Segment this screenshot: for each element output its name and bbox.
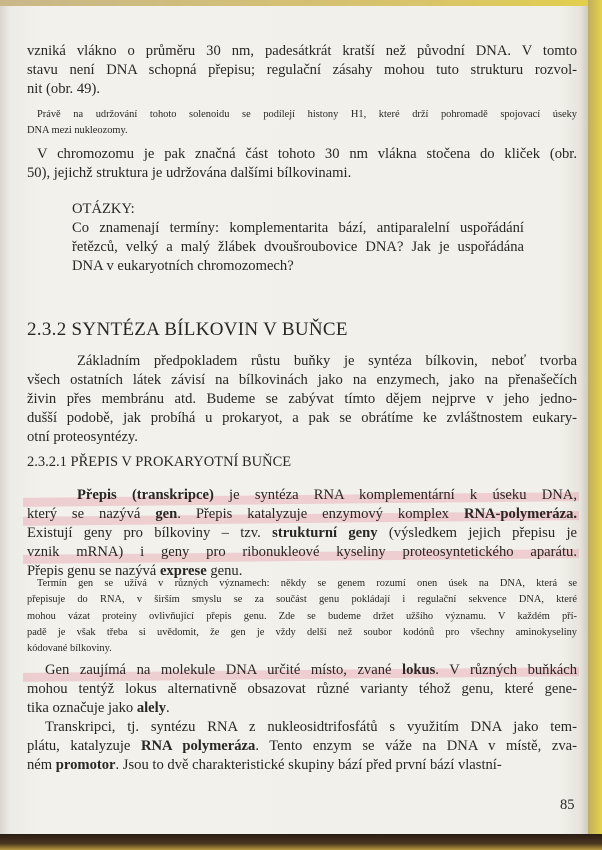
text-segment: padě je však třeba si uvědomit, že gen je vždy delší než soubor kodónů pro všechny aminokyseliny	[27, 626, 577, 638]
text-segment: tika označuje jako	[27, 700, 137, 716]
text-segment: nit (obr. 49).	[27, 81, 100, 97]
bold-term: alely	[136, 700, 166, 716]
text-segment: živin přes membránu atd. Budeme se zabývat tímto dějem nejprve v jeho jedno-	[27, 391, 577, 407]
para-transcription	[27, 486, 577, 581]
book-edge-bottom	[0, 834, 602, 850]
text-segment: Právě na udržování tohoto solenoidu se podílejí histony H1, které drží pohromadě spojovací úseky	[37, 109, 577, 120]
text-line	[27, 576, 577, 592]
text-segment: DNA v eukaryotních chromozomech?	[72, 258, 294, 274]
text-line	[27, 390, 577, 409]
text-line	[27, 699, 577, 718]
text-segment: plátu, katalyzuje	[27, 738, 141, 754]
section-heading	[27, 320, 577, 339]
text-segment: Termín gen se užívá v různých významech: někdy se genem rozumí onen úsek na DNA, která se	[37, 578, 577, 589]
text-segment: který se nazývá	[27, 506, 156, 522]
text-line	[27, 42, 577, 61]
text-line	[27, 609, 577, 625]
note-gene	[27, 576, 577, 657]
text-segment: ném	[27, 757, 56, 773]
text-line	[27, 453, 577, 472]
text-line	[27, 661, 577, 680]
text-line	[27, 409, 577, 428]
text-line	[27, 428, 577, 447]
note-histones	[27, 107, 577, 140]
text-segment: genu.	[206, 563, 243, 579]
bold-term: promotor	[55, 757, 116, 773]
para-locus	[27, 661, 577, 718]
text-segment: .	[166, 700, 170, 716]
text-segment: Gen zaujímá na molekule DNA určité místo, zvané	[45, 662, 403, 678]
text-line	[27, 107, 577, 123]
text-segment: Existují geny pro bílkoviny – tzv.	[27, 525, 273, 541]
text-segment: DNA mezi nukleozomy.	[27, 125, 128, 137]
text-segment: Co znamenají termíny: komplementarita bází, antiparalelní uspořádání	[72, 220, 524, 236]
text-line	[27, 756, 577, 775]
text-line	[27, 371, 577, 390]
text-segment: 50), jejichž struktura je udržována dalšími bílkovinami.	[27, 165, 352, 181]
book-page	[0, 6, 588, 836]
bold-term: exprese	[159, 563, 207, 579]
questions	[72, 200, 524, 276]
text-segment: kódované bílkoviny.	[27, 643, 112, 655]
bold-term: Přepis (transkripce)	[77, 487, 214, 503]
para-solenoid	[27, 42, 577, 99]
text-segment: (výsledkem jejich přepisu je	[377, 525, 578, 541]
text-line	[27, 641, 577, 657]
text-line	[72, 257, 524, 276]
text-segment: Přepis genu se nazývá	[27, 563, 160, 579]
subsection-heading	[27, 453, 577, 472]
text-segment: vznik mRNA) i geny pro ribonukleové kyseliny proteosyntetického aparátu.	[27, 544, 577, 560]
text-segment: Transkripci, tj. syntézu RNA z nukleosidtrifosfátů s využitím DNA jako tem-	[45, 719, 577, 735]
bold-term: RNA-polymeráza.	[463, 506, 578, 522]
text-line	[27, 145, 577, 164]
text-segment: přepisuje do RNA, v širším smyslu se za součást genu pokládají i regulační sekvence DNA, které	[27, 594, 577, 606]
bold-term: RNA polymeráza	[140, 738, 256, 754]
page-number: 85	[560, 797, 575, 813]
text-segment: Základním předpokladem růstu buňky je syntéza bílkovin, neboť tvorba	[77, 353, 577, 369]
text-segment: . Jsou to dvě charakteristické skupiny bází před první bází vlastní-	[115, 757, 502, 773]
text-line	[27, 680, 577, 699]
para-chromosome	[27, 145, 577, 183]
text-line	[72, 200, 524, 219]
text-line	[27, 123, 577, 139]
bold-term: gen	[155, 506, 178, 522]
text-segment: 2.3.2.1 PŘEPIS V PROKARYOTNÍ BUŇCE	[27, 454, 292, 470]
text-line	[27, 524, 577, 543]
text-line	[27, 486, 577, 505]
book-cover-edge	[588, 0, 602, 850]
text-line	[27, 505, 577, 524]
text-line	[27, 737, 577, 756]
text-line	[27, 592, 577, 608]
text-segment: vzniká vlákno o průměru 30 nm, padesátkrát kratší než původní DNA. V tomto	[27, 43, 577, 59]
text-segment: . V různých buňkách	[435, 662, 578, 678]
text-segment: OTÁZKY:	[72, 201, 135, 217]
text-segment: otní proteosyntézy.	[27, 429, 138, 445]
text-line	[27, 718, 577, 737]
text-line	[27, 80, 577, 99]
text-line	[72, 238, 524, 257]
bold-term: strukturní geny	[272, 525, 378, 541]
text-segment: řetězců, velký a malý žlábek dvoušroubovice DNA? Jak je uspořádána	[72, 239, 524, 255]
text-line	[27, 320, 577, 339]
text-segment: . Přepis katalyzuje enzymový komplex	[177, 506, 464, 522]
text-segment: mohou vázat proteiny ovlivňující přepis genu. Zde se budeme držet užšího významu. V každém pří-	[27, 610, 577, 622]
para-intro	[27, 352, 577, 447]
text-segment: mohou tentýž lokus alternativně obsazovat různé varianty téhož genu, které gene-	[27, 681, 577, 697]
text-segment: všech ostatních látek závisí na bílkovinách jako na enzymech, jako na přenašečích	[27, 372, 577, 388]
para-polymerase	[27, 718, 577, 775]
text-segment: dušší podobě, jak probíhá u prokaryot, a pak se obrátíme ke zvláštnostem eukary-	[27, 410, 577, 426]
text-segment: je syntéza RNA komplementární k úseku DNA,	[213, 487, 577, 503]
text-segment: V chromozomu je pak značná část tohoto 30 nm vlákna stočena do kliček (obr.	[37, 146, 577, 162]
text-line	[27, 625, 577, 641]
text-segment: 2.3.2 SYNTÉZA BÍLKOVIN V BUŇCE	[27, 319, 348, 340]
text-line	[27, 352, 577, 371]
text-line	[27, 164, 577, 183]
text-line	[27, 61, 577, 80]
text-line	[27, 543, 577, 562]
text-segment: stavu není DNA schopná přepisu; regulační zásahy mohou tuto strukturu rozvol-	[27, 62, 577, 78]
text-segment: . Tento enzym se váže na DNA v místě, zva-	[255, 738, 577, 754]
text-line	[72, 219, 524, 238]
bold-term: lokus	[402, 662, 436, 678]
